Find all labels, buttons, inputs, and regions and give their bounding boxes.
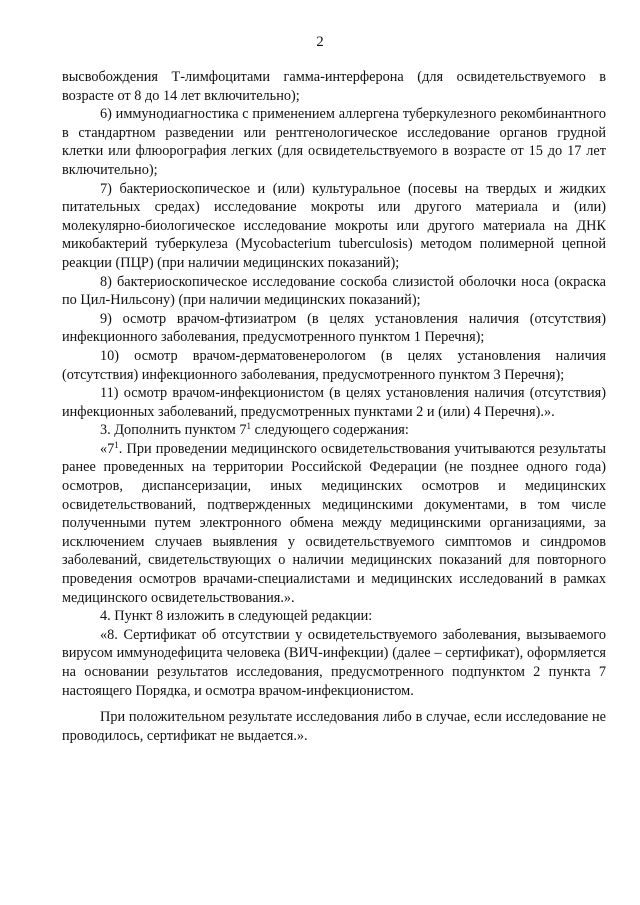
paragraph-positive-result: При положительном результате исследования либо в случае, если исследование не проводилось, сертификат не выдается.». (62, 709, 606, 744)
superscript: 1 (114, 439, 119, 450)
superscript: 1 (246, 421, 252, 432)
paragraph-interferon-test: высвобождения Т-лимфоцитами гамма-интерферона (для освидетельствуемого в возрасте от 8 до 14 лет включительно); (62, 69, 606, 104)
paragraph-item-11: 11) осмотр врачом-инфекционистом (в целях установления наличия (отсутствия) инфекционных заболеваний, предусмотренных пунктами 2 и (или) 4 Перечня).». (62, 385, 606, 420)
amendment-3-text: 3. Дополнить пунктом 7 (100, 422, 247, 439)
point-7-1-number: «7 (100, 440, 115, 457)
paragraph-item-8: 8) бактериоскопическое исследование соскоба слизистой оболочки носа (окраска по Цил-Нильсону) (при наличии медицинских показаний); (62, 273, 606, 309)
paragraph-amendment-3 (62, 421, 606, 440)
page-number: 2 (316, 34, 324, 50)
paragraph-item-6: 6) иммунодиагностика с применением аллергена туберкулезного рекомбинантного в стандартном разведении или рентгенологическое исследование органов грудной клетки или флюорография легких (для освидетельствуемого в возрасте от 15 до 17 лет включительно); (62, 106, 606, 178)
point-7-1-text: . При проведении медицинского освидетельствования учитываются результаты ранее проведенных на территории Российской Федерации (не позднее одного года) осмотров, диспансеризации, иных медицинских осмотров и медицинских освидетельствований, подтвержденных медицинскими документами, в том числе полученными путем электронного обмена между медицинскими организациями, за исключением случаев выявления у освидетельствуемого симптомов и синдромов заболеваний, свидетельствующих о наличии медицинских показаний для повторного проведения осмотров врачами-специалистами и медицинских исследований в рамках медицинского освидетельствования.». (62, 440, 606, 606)
paragraph-amendment-4: 4. Пункт 8 изложить в следующей редакции: (100, 608, 373, 625)
document-body (62, 68, 606, 745)
amendment-3-text-end: следующего содержания: (251, 422, 409, 439)
paragraph-point-8: «8. Сертификат об отсутствии у освидетельствуемого заболевания, вызываемого вирусом иммунодефицита человека (ВИЧ-инфекции) (далее – сертификат), оформляется на основании результатов исследования, предусмотренного подпунктом 2 пункта 7 настоящего Порядка, и осмотра врачом-инфекционистом. (62, 626, 606, 699)
paragraph-point-7-1 (62, 440, 606, 607)
paragraph-item-10: 10) осмотр врачом-дерматовенерологом (в целях установления наличия (отсутствия) инфекционного заболевания, предусмотренного пунктом 3 Перечня); (62, 347, 606, 383)
paragraph-item-7: 7) бактериоскопическое и (или) культуральное (посевы на твердых и жидких питательных средах) исследование мокроты или другого материала и (или) молекулярно-биологическое исследование мокроты или другого материала на ДНК микобактерий туберкулеза (Mycobacterium tuberculosis) методом полимерной цепной реакции (ПЦР) (при наличии медицинских показаний); (62, 180, 606, 271)
paragraph-item-9: 9) осмотр врачом-фтизиатром (в целях установления наличия (отсутствия) инфекционного заболевания, предусмотренного пунктом 1 Перечня); (62, 310, 606, 346)
